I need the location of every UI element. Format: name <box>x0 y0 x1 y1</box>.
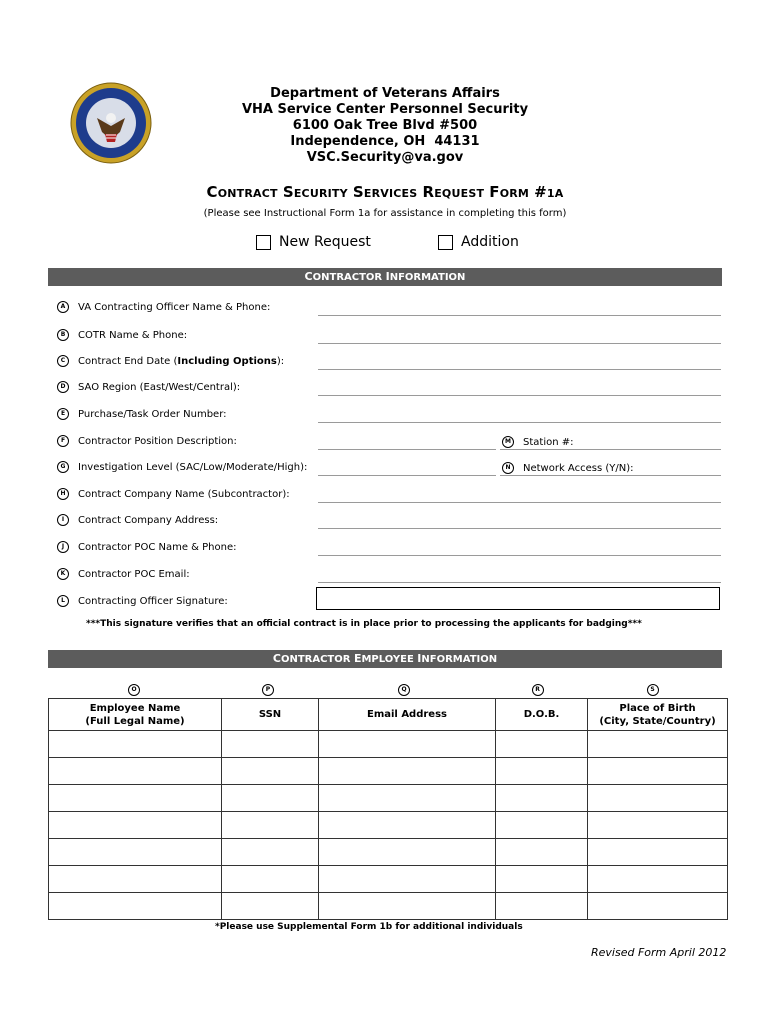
field-input-line[interactable] <box>318 449 496 450</box>
column-header: Place of Birth (City, State/Country) <box>588 699 728 731</box>
field-label: Contract Company Name (Subcontractor): <box>78 488 290 500</box>
field-label: Investigation Level (SAC/Low/Moderate/High): <box>78 461 308 473</box>
column-header: D.O.B. <box>496 699 588 731</box>
field-row-b <box>57 327 187 343</box>
contact-email: VSC.Security@va.gov <box>306 150 464 165</box>
addition-option[interactable] <box>438 234 519 250</box>
field-marker-m: M <box>502 436 514 448</box>
table-row <box>49 785 728 812</box>
table-cell[interactable] <box>496 812 588 839</box>
field-marker-h: H <box>57 488 69 500</box>
field-input-line[interactable] <box>318 395 721 396</box>
table-cell[interactable] <box>222 866 319 893</box>
table-row <box>49 731 728 758</box>
column-header: Employee Name (Full Legal Name) <box>49 699 222 731</box>
field-label: Contractor POC Name & Phone: <box>78 541 237 553</box>
field-row-f <box>57 433 237 449</box>
field-row-i <box>57 512 218 528</box>
table-cell[interactable] <box>496 866 588 893</box>
field-label: Network Access (Y/N): <box>523 462 634 474</box>
table-cell[interactable] <box>222 758 319 785</box>
field-row-d <box>57 379 240 395</box>
field-label: Contract End Date (Including Options): <box>78 355 285 367</box>
field-row-c <box>57 353 284 369</box>
field-row-g <box>57 459 307 475</box>
supplemental-form-note: *Please use Supplemental Form 1b for additional individuals <box>215 922 523 932</box>
address-line-1: 6100 Oak Tree Blvd #500 <box>292 118 478 133</box>
field-marker-k: K <box>57 568 69 580</box>
field-label: Purchase/Task Order Number: <box>78 408 227 420</box>
form-title: CONTRACT SECURITY SERVICES REQUEST FORM #1A <box>206 183 564 201</box>
column-marker-q: Q <box>398 684 410 696</box>
field-row-j <box>57 539 237 555</box>
field-row-e <box>57 406 227 422</box>
field-label: COTR Name & Phone: <box>78 329 188 341</box>
table-row <box>49 839 728 866</box>
addition-checkbox[interactable] <box>438 235 453 250</box>
table-cell[interactable] <box>319 893 496 920</box>
field-row-n <box>502 460 633 476</box>
field-input-line[interactable] <box>500 475 721 476</box>
table-cell[interactable] <box>49 893 222 920</box>
field-input-line[interactable] <box>318 315 721 316</box>
new-request-label: New Request <box>279 234 371 250</box>
table-cell[interactable] <box>588 893 728 920</box>
field-label: Contractor POC Email: <box>78 568 190 580</box>
field-input-line[interactable] <box>500 449 721 450</box>
table-cell[interactable] <box>319 731 496 758</box>
table-cell[interactable] <box>588 839 728 866</box>
table-row <box>49 758 728 785</box>
table-cell[interactable] <box>319 866 496 893</box>
field-marker-e: E <box>57 408 69 420</box>
field-marker-l: L <box>57 595 69 607</box>
field-marker-f: F <box>57 435 69 447</box>
field-input-line[interactable] <box>318 502 721 503</box>
table-cell[interactable] <box>319 839 496 866</box>
table-cell[interactable] <box>319 812 496 839</box>
field-label: Contract Company Address: <box>78 514 219 526</box>
table-cell[interactable] <box>588 866 728 893</box>
field-input-line[interactable] <box>318 555 721 556</box>
table-cell[interactable] <box>496 839 588 866</box>
table-cell[interactable] <box>222 785 319 812</box>
field-marker-c: C <box>57 355 69 367</box>
table-row <box>49 866 728 893</box>
signature-verification-note: ***This signature verifies that an official contract is in place prior to processing the applicants for badging*** <box>86 619 642 629</box>
new-request-checkbox[interactable] <box>256 235 271 250</box>
field-marker-i: I <box>57 514 69 526</box>
field-marker-a: A <box>57 301 69 313</box>
contracting-officer-signature-field[interactable] <box>316 587 720 610</box>
field-row-l <box>57 593 228 609</box>
column-marker-r: R <box>532 684 544 696</box>
table-cell[interactable] <box>222 893 319 920</box>
table-cell[interactable] <box>588 731 728 758</box>
field-row-a <box>57 299 270 315</box>
field-label: Station #: <box>523 436 574 448</box>
service-center-name: VHA Service Center Personnel Security <box>241 102 529 117</box>
table-cell[interactable] <box>49 812 222 839</box>
table-cell[interactable] <box>496 758 588 785</box>
table-cell[interactable] <box>222 731 319 758</box>
field-row-k <box>57 566 190 582</box>
table-cell[interactable] <box>319 785 496 812</box>
table-cell[interactable] <box>49 866 222 893</box>
column-marker-o: O <box>128 684 140 696</box>
field-label: Contracting Officer Signature: <box>78 595 228 607</box>
field-marker-d: D <box>57 381 69 393</box>
field-marker-j: J <box>57 541 69 553</box>
table-cell[interactable] <box>496 785 588 812</box>
field-input-line[interactable] <box>318 343 721 344</box>
table-cell[interactable] <box>496 731 588 758</box>
field-marker-n: N <box>502 462 514 474</box>
form-subtitle: (Please see Instructional Form 1a for assistance in completing this form) <box>203 208 567 219</box>
revision-date: Revised Form April 2012 <box>591 946 727 959</box>
contractor-information-header: CONTRACTOR INFORMATION <box>48 268 722 286</box>
field-input-line[interactable] <box>318 422 721 423</box>
field-label: VA Contracting Officer Name & Phone: <box>78 301 271 313</box>
table-cell[interactable] <box>588 758 728 785</box>
address-line-2: Independence, OH 44131 <box>290 134 480 149</box>
field-marker-b: B <box>57 329 69 341</box>
table-cell[interactable] <box>49 731 222 758</box>
addition-label: Addition <box>461 234 519 250</box>
table-cell[interactable] <box>319 758 496 785</box>
table-cell[interactable] <box>588 812 728 839</box>
header-address-block <box>185 86 585 166</box>
table-cell[interactable] <box>49 758 222 785</box>
table-cell[interactable] <box>49 839 222 866</box>
field-input-line[interactable] <box>318 528 721 529</box>
table-cell[interactable] <box>222 812 319 839</box>
field-input-line[interactable] <box>318 475 496 476</box>
department-name: Department of Veterans Affairs <box>270 86 500 101</box>
table-cell[interactable] <box>588 785 728 812</box>
table-row <box>49 812 728 839</box>
column-header: Email Address <box>319 699 496 731</box>
field-row-h <box>57 486 290 502</box>
table-cell[interactable] <box>49 785 222 812</box>
field-marker-g: G <box>57 461 69 473</box>
new-request-option[interactable] <box>256 234 371 250</box>
employee-information-header: CONTRACTOR EMPLOYEE INFORMATION <box>48 650 722 668</box>
table-cell[interactable] <box>222 839 319 866</box>
employee-table <box>48 698 728 920</box>
field-label: Contractor Position Description: <box>78 435 237 447</box>
table-cell[interactable] <box>496 893 588 920</box>
table-row <box>49 893 728 920</box>
column-marker-p: P <box>262 684 274 696</box>
field-row-m <box>502 434 573 450</box>
field-label: SAO Region (East/West/Central): <box>78 381 241 393</box>
column-header: SSN <box>222 699 319 731</box>
column-marker-s: S <box>647 684 659 696</box>
field-input-line[interactable] <box>318 582 721 583</box>
va-seal-logo <box>70 82 152 164</box>
field-input-line[interactable] <box>318 369 721 370</box>
